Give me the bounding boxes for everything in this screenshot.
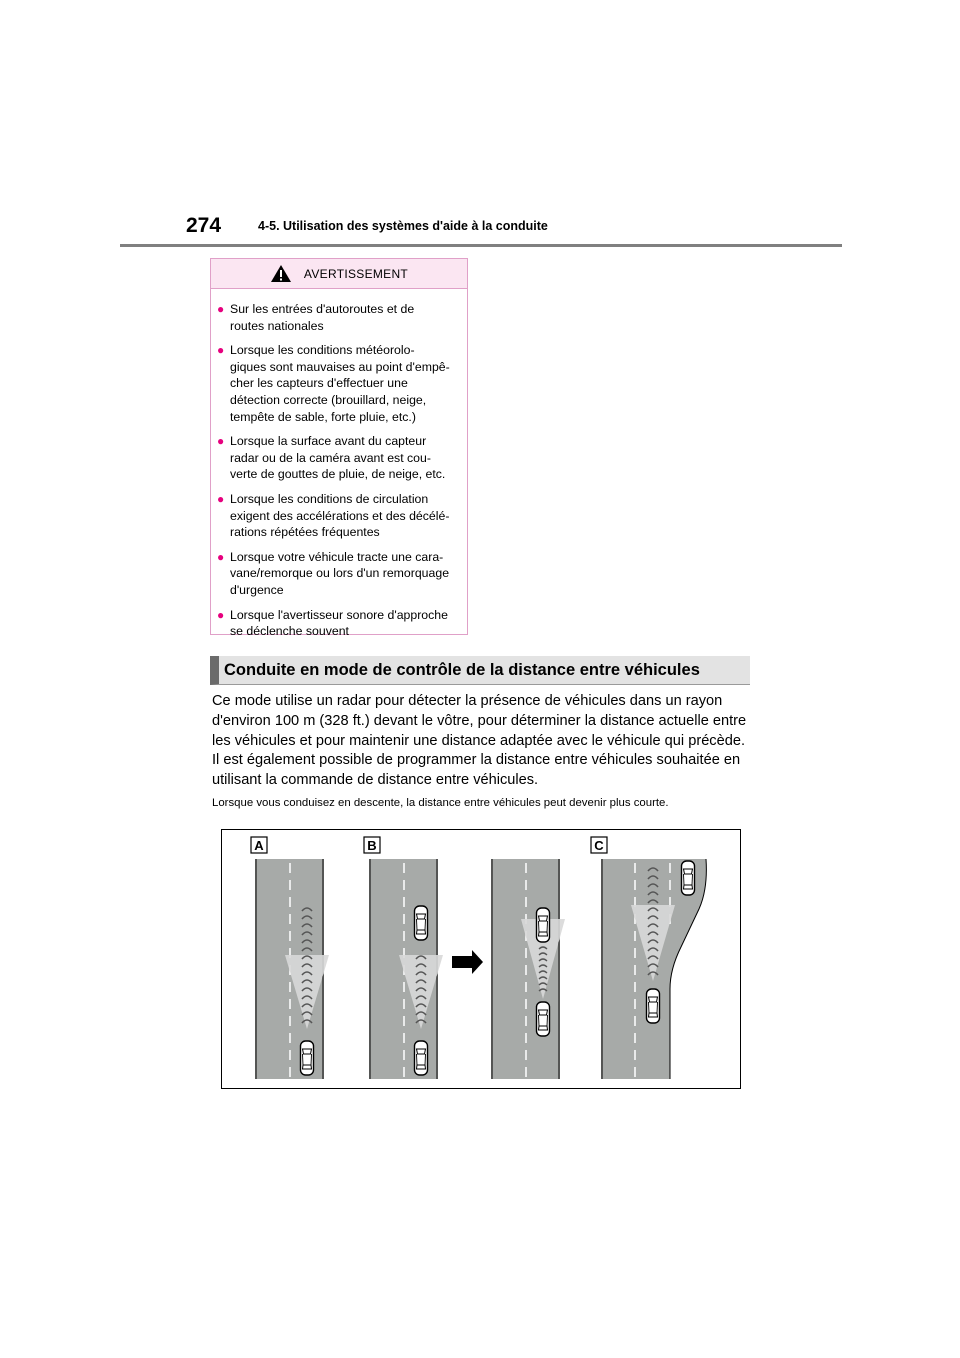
list-item: ● Sur les entrées d'autoroutes et de routes nationales xyxy=(217,302,415,333)
running-header: 4-5. Utilisation des systèmes d'aide à la conduite xyxy=(258,219,548,233)
bullet-icon: ● xyxy=(217,343,225,358)
page-number: 274 xyxy=(186,214,222,237)
bullet-icon: ● xyxy=(217,434,225,449)
distance-control-illustration xyxy=(221,829,741,1089)
list-item: ● Lorsque les conditions météorolo- giques sont mauvaises au point d'empê- cher les capteurs d'effectuer une détection correcte (brouillard, neige, tempête de sable, forte pluie, etc.) xyxy=(217,343,450,424)
merging-vehicle-icon xyxy=(682,861,695,895)
bullet-icon: ● xyxy=(217,607,225,622)
section-heading: Conduite en mode de contrôle de la distance entre véhicules xyxy=(210,656,750,685)
own-vehicle-icon xyxy=(537,1002,550,1036)
warning-triangle-icon xyxy=(270,264,292,283)
note-text: Lorsque vous conduisez en descente, la distance entre véhicules peut devenir plus courte. xyxy=(212,797,669,809)
own-vehicle-icon xyxy=(647,989,660,1023)
preceding-vehicle-icon xyxy=(415,906,428,940)
own-vehicle-icon xyxy=(415,1041,428,1075)
header-divider xyxy=(120,244,842,247)
list-item: ● Lorsque l'avertisseur sonore d'approche se déclenche souvent xyxy=(217,607,448,639)
list-item: ● Lorsque la surface avant du capteur radar ou de la caméra avant est cou- verte de gouttes de pluie, de neige, etc. xyxy=(217,434,446,482)
label-b: B xyxy=(367,838,377,853)
preceding-vehicle-icon xyxy=(537,908,550,942)
label-c: C xyxy=(594,838,604,853)
label-a: A xyxy=(254,838,264,853)
list-item: ● Lorsque les conditions de circulation exigent des accélérations et des décélé- rations répétées fréquentes xyxy=(217,491,450,540)
list-item: ● Lorsque votre véhicule tracte une cara- vane/remorque ou lors d'un remorquage d'urgence xyxy=(217,549,450,597)
bullet-icon: ● xyxy=(217,491,225,506)
warning-list xyxy=(211,289,467,640)
warning-box xyxy=(210,258,468,639)
bullet-icon: ● xyxy=(217,549,225,564)
body-paragraph: Ce mode utilise un radar pour détecter la présence de véhicules dans un rayon d'environ 100 m (328 ft.) devant le vôtre, pour déterminer la distance actuelle entre les véhicules et pour maintenir une distance adaptée avec le véhicule qui précède. Il est également possible de programmer la distance entre véhicules souhaitée en utilisant la commande de distance entre véhicules. xyxy=(212,693,747,789)
warning-title: AVERTISSEMENT xyxy=(303,266,409,281)
warning-header xyxy=(211,259,467,289)
own-vehicle-icon xyxy=(301,1041,314,1075)
bullet-icon: ● xyxy=(217,302,225,316)
